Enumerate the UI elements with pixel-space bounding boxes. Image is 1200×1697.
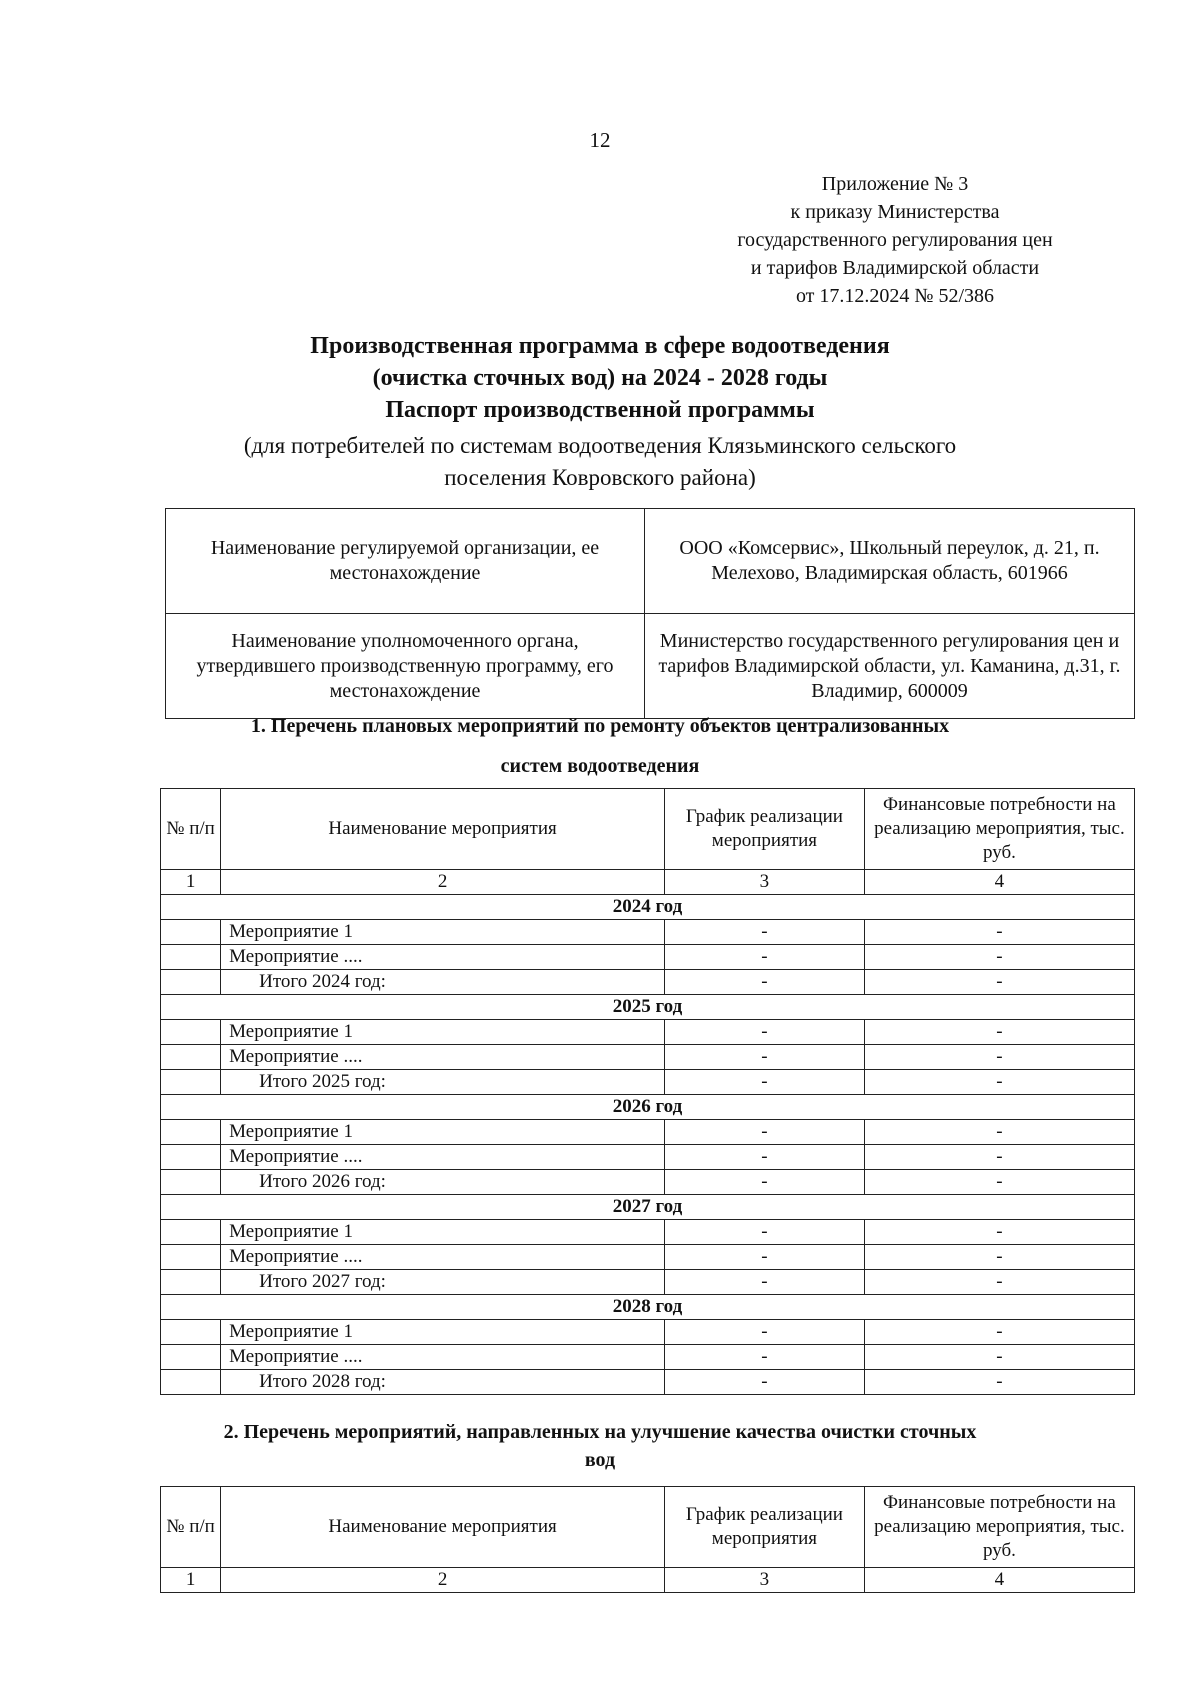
events-body — [161, 895, 1135, 1395]
total-row — [161, 1170, 1135, 1195]
total-finance: - — [864, 1170, 1134, 1195]
table-row — [161, 1320, 1135, 1345]
appendix-line: к приказу Министерства — [790, 201, 1000, 223]
section2-heading-line: 2. Перечень мероприятий, направленных на улучшение качества очистки сточных — [223, 1421, 977, 1443]
passport-value: ООО «Комсервис», Школьный переулок, д. 21, п. Мелехово, Владимирская область, 601966 — [645, 509, 1135, 614]
table-header-row — [161, 1487, 1135, 1568]
event-name: Мероприятие .... — [221, 945, 665, 970]
row-number — [161, 1170, 221, 1195]
row-number — [161, 1045, 221, 1070]
column-header-number: № п/п — [161, 789, 221, 870]
section1-heading-cont: систем водоотведения — [500, 755, 700, 777]
year-row — [161, 1195, 1135, 1220]
row-number — [161, 920, 221, 945]
subtitle-line: поселения Ковровского района) — [444, 465, 756, 490]
event-finance: - — [864, 1145, 1134, 1170]
event-schedule: - — [665, 1345, 865, 1370]
subtitle-line: (для потребителей по системам водоотведения Клязьминского сельского — [243, 433, 957, 458]
column-header-schedule: График реализации мероприятия — [665, 1487, 865, 1568]
year-label: 2024 год — [161, 895, 1135, 920]
appendix-block — [690, 170, 1100, 310]
appendix-line: от 17.12.2024 № 52/386 — [795, 285, 995, 307]
repair-events-table — [160, 788, 1135, 1395]
year-label: 2026 год — [161, 1095, 1135, 1120]
event-name: Мероприятие .... — [221, 1145, 665, 1170]
event-finance: - — [864, 945, 1134, 970]
table-row — [161, 1245, 1135, 1270]
event-finance: - — [864, 1020, 1134, 1045]
table-row — [161, 1220, 1135, 1245]
column-header-finance: Финансовые потребности на реализацию мероприятия, тыс. руб. — [864, 1487, 1134, 1568]
year-label: 2028 год — [161, 1295, 1135, 1320]
event-finance: - — [864, 1245, 1134, 1270]
total-row — [161, 1270, 1135, 1295]
event-name: Мероприятие .... — [221, 1345, 665, 1370]
table-row — [161, 920, 1135, 945]
passport-row — [166, 614, 1135, 719]
year-row — [161, 1095, 1135, 1120]
total-finance: - — [864, 1270, 1134, 1295]
year-row — [161, 1295, 1135, 1320]
total-schedule: - — [665, 970, 865, 995]
row-number — [161, 1370, 221, 1395]
table-row — [161, 945, 1135, 970]
total-finance: - — [864, 970, 1134, 995]
event-finance: - — [864, 1320, 1134, 1345]
column-number: 2 — [221, 870, 665, 895]
event-schedule: - — [665, 1320, 865, 1345]
row-number — [161, 1320, 221, 1345]
table-header-row — [161, 789, 1135, 870]
year-row — [161, 995, 1135, 1020]
total-row — [161, 970, 1135, 995]
total-finance: - — [864, 1070, 1134, 1095]
event-finance: - — [864, 1045, 1134, 1070]
event-name: Мероприятие 1 — [221, 920, 665, 945]
event-name: Мероприятие 1 — [221, 1220, 665, 1245]
title-line: Паспорт производственной программы — [385, 397, 815, 423]
event-name: Мероприятие .... — [221, 1245, 665, 1270]
event-schedule: - — [665, 1120, 865, 1145]
column-number-row — [161, 870, 1135, 895]
section1-heading: 1. Перечень плановых мероприятий по ремонту объектов централизованных — [250, 715, 950, 737]
row-number — [161, 1070, 221, 1095]
year-row — [161, 895, 1135, 920]
event-schedule: - — [665, 920, 865, 945]
document-title — [160, 330, 1040, 426]
event-schedule: - — [665, 1045, 865, 1070]
column-number: 4 — [864, 870, 1134, 895]
table-row — [161, 1345, 1135, 1370]
column-header-name: Наименование мероприятия — [221, 1487, 665, 1568]
row-number — [161, 1245, 221, 1270]
total-label: Итого 2024 год: — [221, 970, 665, 995]
column-number-row — [161, 1568, 1135, 1593]
table-row — [161, 1045, 1135, 1070]
event-finance: - — [864, 1220, 1134, 1245]
row-number — [161, 1270, 221, 1295]
total-label: Итого 2027 год: — [221, 1270, 665, 1295]
total-finance: - — [864, 1370, 1134, 1395]
appendix-line: и тарифов Владимирской области — [750, 257, 1040, 279]
document-subtitle — [160, 430, 1040, 494]
event-name: Мероприятие .... — [221, 1045, 665, 1070]
appendix-line: государственного регулирования цен — [737, 229, 1053, 251]
column-number: 4 — [864, 1568, 1134, 1593]
event-schedule: - — [665, 1145, 865, 1170]
quality-events-table — [160, 1486, 1135, 1593]
section2-heading-line: вод — [584, 1449, 616, 1471]
column-number: 1 — [161, 870, 221, 895]
row-number — [161, 1120, 221, 1145]
event-schedule: - — [665, 1020, 865, 1045]
section2-heading — [160, 1418, 1040, 1474]
total-schedule: - — [665, 1370, 865, 1395]
row-number — [161, 1345, 221, 1370]
event-name: Мероприятие 1 — [221, 1320, 665, 1345]
column-header-name: Наименование мероприятия — [221, 789, 665, 870]
total-row — [161, 1070, 1135, 1095]
event-name: Мероприятие 1 — [221, 1020, 665, 1045]
column-header-finance: Финансовые потребности на реализацию мероприятия, тыс. руб. — [864, 789, 1134, 870]
total-label: Итого 2028 год: — [221, 1370, 665, 1395]
event-schedule: - — [665, 945, 865, 970]
total-row — [161, 1370, 1135, 1395]
passport-table — [165, 508, 1135, 719]
row-number — [161, 1220, 221, 1245]
appendix-line: Приложение № 3 — [821, 173, 969, 195]
row-number — [161, 945, 221, 970]
total-schedule: - — [665, 1070, 865, 1095]
total-label: Итого 2026 год: — [221, 1170, 665, 1195]
column-number: 3 — [665, 1568, 865, 1593]
column-header-number: № п/п — [161, 1487, 221, 1568]
column-number: 3 — [665, 870, 865, 895]
title-line: (очистка сточных вод) на 2024 - 2028 годы — [372, 365, 828, 391]
year-label: 2027 год — [161, 1195, 1135, 1220]
table-row — [161, 1120, 1135, 1145]
event-finance: - — [864, 1120, 1134, 1145]
passport-value: Министерство государственного регулирования цен и тарифов Владимирской области, ул. Каманина, д.31, г. Владимир, 600009 — [645, 614, 1135, 719]
event-schedule: - — [665, 1245, 865, 1270]
event-finance: - — [864, 1345, 1134, 1370]
total-label: Итого 2025 год: — [221, 1070, 665, 1095]
total-schedule: - — [665, 1170, 865, 1195]
passport-row — [166, 509, 1135, 614]
table-row — [161, 1145, 1135, 1170]
year-label: 2025 год — [161, 995, 1135, 1020]
column-number: 2 — [221, 1568, 665, 1593]
row-number — [161, 970, 221, 995]
page-number: 12 — [589, 128, 611, 152]
title-line: Производственная программа в сфере водоотведения — [310, 333, 890, 359]
table-row — [161, 1020, 1135, 1045]
row-number — [161, 1020, 221, 1045]
total-schedule: - — [665, 1270, 865, 1295]
passport-label: Наименование уполномоченного органа, утвердившего производственную программу, его местонахождение — [166, 614, 645, 719]
event-schedule: - — [665, 1220, 865, 1245]
event-name: Мероприятие 1 — [221, 1120, 665, 1145]
column-number: 1 — [161, 1568, 221, 1593]
event-finance: - — [864, 920, 1134, 945]
row-number — [161, 1145, 221, 1170]
column-header-schedule: График реализации мероприятия — [665, 789, 865, 870]
passport-label: Наименование регулируемой организации, ее местонахождение — [166, 509, 645, 614]
